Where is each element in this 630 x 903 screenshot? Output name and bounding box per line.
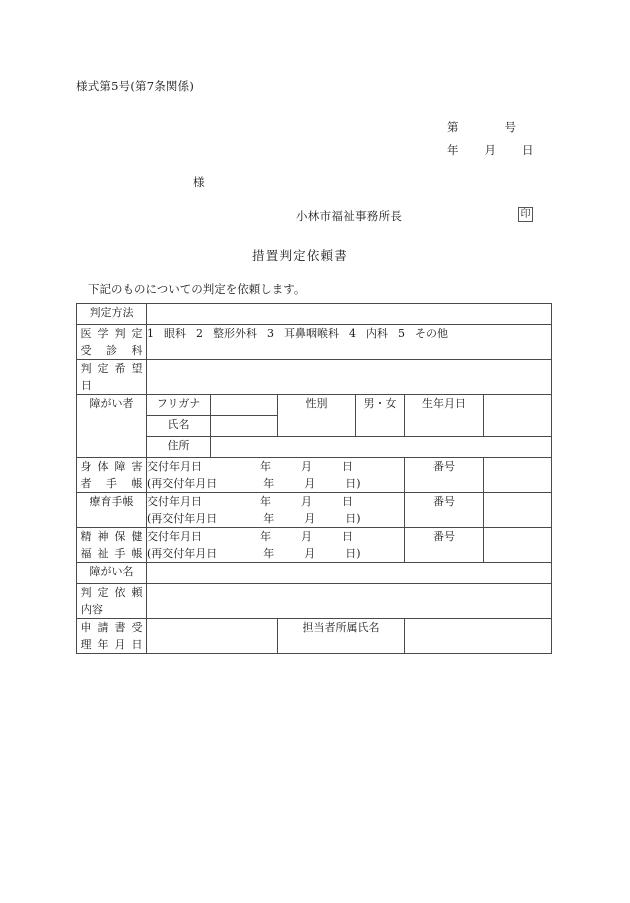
address-value-cell[interactable] [211,437,552,458]
exam-option-name-3[interactable]: 耳鼻咽喉科 [284,327,339,340]
reissue-date-label: (再交付年月日 [147,512,218,525]
table-row-request-content [77,584,552,619]
reissue-date-label: (再交付年月日 [147,547,218,560]
date-day-label: 日 [522,143,534,157]
addressee-line: 様 [193,175,205,189]
reissue-day: 日) [345,512,361,525]
exam-option-name-4[interactable]: 内科 [366,327,388,340]
furigana-value-cell[interactable] [211,395,278,416]
document-date-line [447,142,534,158]
table-row-desired-date [77,360,552,395]
row-label-exam-dept: 医学判定 受診科 [77,325,147,360]
staff-value-cell[interactable] [405,619,552,654]
reissue-month: 月 [304,477,316,490]
row-label-rehab-certificate: 療育手帳 [77,493,147,528]
row-label-person: 障がい者 [77,395,147,458]
table-row-disability-name [77,563,552,584]
reissue-month: 月 [304,512,316,525]
mental-certificate-number-cell[interactable] [484,528,552,563]
row-label-method: 判定方法 [77,304,147,325]
request-form-table [76,303,552,654]
birthdate-value-cell[interactable] [484,395,552,437]
request-content-value-cell[interactable] [147,584,552,619]
reissue-day: 日) [345,477,361,490]
table-row-mental-certificate [77,528,552,563]
method-value-cell[interactable] [147,304,552,325]
issue-date-label: 交付年月日 [147,495,202,508]
mental-certificate-dates[interactable] [147,528,405,563]
reissue-day: 日) [345,547,361,560]
table-row-person-address [77,437,552,458]
issue-date-label: 交付年月日 [147,460,202,473]
rehab-certificate-number-cell[interactable] [484,493,552,528]
rehab-certificate-dates[interactable] [147,493,405,528]
exam-option-num-3: 3 [267,327,274,340]
reissue-year: 年 [263,477,275,490]
seal-icon: 印 [518,207,533,222]
reissue-year: 年 [263,512,275,525]
issue-year: 年 [260,460,271,473]
physical-certificate-number-cell[interactable] [484,458,552,493]
row-label-request-content: 判定依頼 内容 [77,584,147,619]
furigana-label: フリガナ [147,395,211,416]
table-row-physical-certificate [77,458,552,493]
name-value-cell[interactable] [211,416,278,437]
physical-certificate-number-label: 番号 [405,458,484,493]
table-row-method [77,304,552,325]
date-year-label: 年 [447,143,459,157]
exam-option-name-5[interactable]: その他 [415,327,448,340]
issue-month: 月 [301,495,312,508]
rehab-certificate-number-label: 番号 [405,493,484,528]
page-title [0,246,630,264]
page-title-text: 措置判定依頼書 [252,248,348,263]
issue-day: 日 [342,495,353,508]
staff-label: 担当者所属氏名 [278,619,405,654]
exam-option-num-1: 1 [147,327,154,340]
issue-day: 日 [342,530,353,543]
reissue-date-label: (再交付年月日 [147,477,218,490]
intro-text: 下記のものについての判定を依頼します。 [88,282,306,296]
desired-date-value-cell[interactable] [147,360,552,395]
issue-day: 日 [342,460,353,473]
exam-option-num-2: 2 [196,327,203,340]
form-code: 様式第5号(第7条関係) [76,79,195,93]
name-label: 氏名 [147,416,211,437]
reissue-year: 年 [263,547,275,560]
document-number-suffix: 号 [504,120,516,134]
row-label-physical-certificate: 身体障害 者手帳 [77,458,147,493]
physical-certificate-dates[interactable] [147,458,405,493]
row-label-received-date: 申請書受 理年月日 [77,619,147,654]
disability-name-value-cell[interactable] [147,563,552,584]
issue-year: 年 [260,530,271,543]
reissue-month: 月 [304,547,316,560]
table-row-person-furigana [77,395,552,416]
row-label-desired-date: 判定希望 日 [77,360,147,395]
birthdate-label: 生年月日 [405,395,484,437]
mental-certificate-number-label: 番号 [405,528,484,563]
row-label-disability-name: 障がい名 [77,563,147,584]
issuer-name: 小林市福祉事務所長 [296,209,403,223]
issue-date-label: 交付年月日 [147,530,202,543]
received-date-value-cell[interactable] [147,619,278,654]
table-row-received-date [77,619,552,654]
gender-label: 性別 [278,395,356,437]
issue-month: 月 [301,460,312,473]
document-number-line [447,119,516,135]
table-row-rehab-certificate [77,493,552,528]
exam-option-name-2[interactable]: 整形外科 [213,327,257,340]
gender-options[interactable]: 男・女 [356,395,405,437]
document-number-prefix: 第 [447,120,459,134]
issue-year: 年 [260,495,271,508]
exam-option-name-1[interactable]: 眼科 [164,327,186,340]
exam-option-num-5: 5 [398,327,405,340]
issue-month: 月 [301,530,312,543]
exam-option-num-4: 4 [349,327,356,340]
address-label: 住所 [147,437,211,458]
table-row-exam-dept [77,325,552,360]
date-month-label: 月 [484,143,496,157]
row-label-mental-certificate: 精神保健 福祉手帳 [77,528,147,563]
exam-dept-options-cell[interactable] [147,325,552,360]
